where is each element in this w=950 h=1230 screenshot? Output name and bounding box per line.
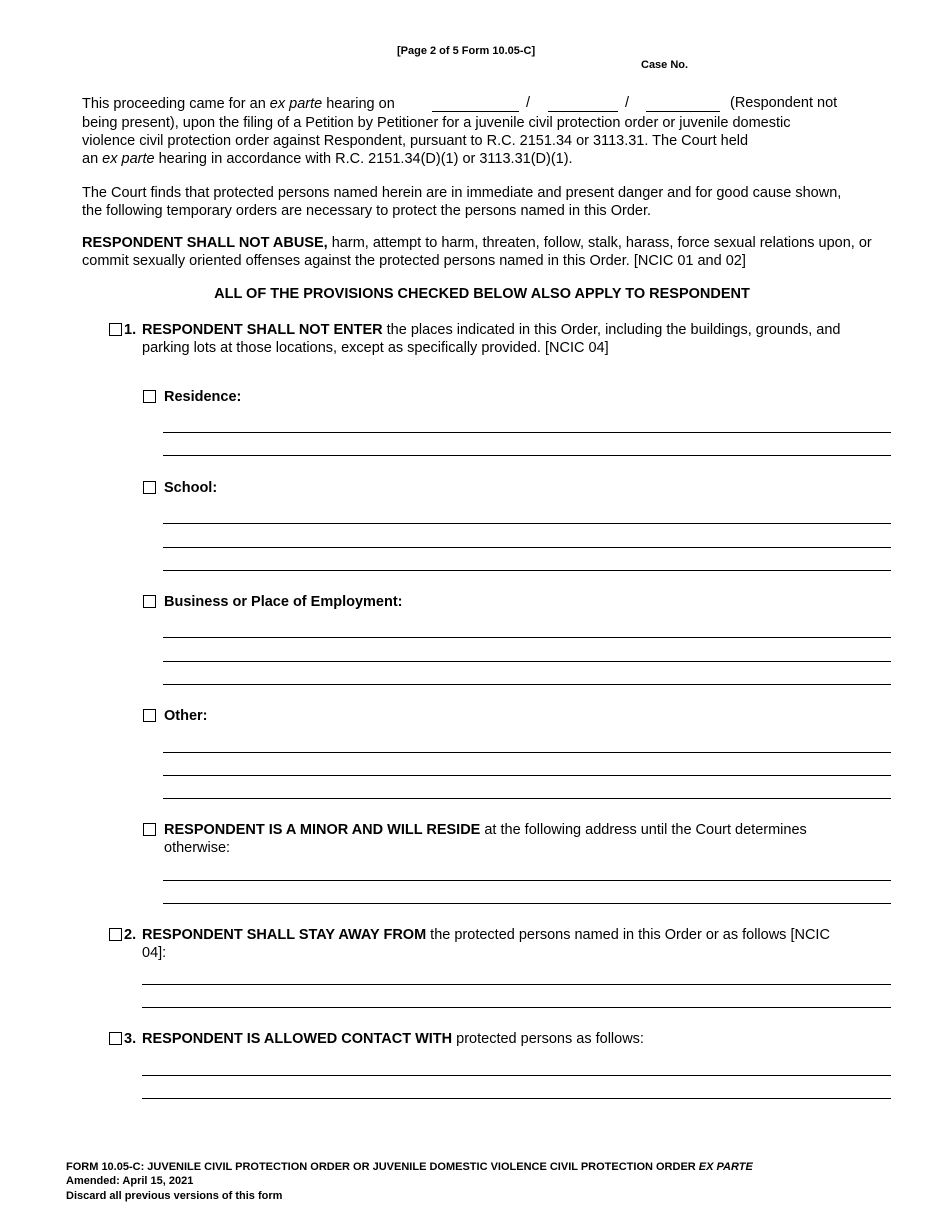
item-2-text <box>142 926 852 962</box>
intro-line-3: violence civil protection order against Respondent, pursuant to R.C. 2151.34 or 3113.31. The Court held <box>82 133 749 149</box>
date-separator: / <box>526 95 531 111</box>
minor-residence-description: at the following address until the Court determines otherwise: <box>164 822 807 856</box>
item-3-text <box>142 1030 644 1048</box>
hearing-year-field[interactable] <box>646 111 720 112</box>
footer-discard-note: Discard all previous versions of this form <box>66 1190 283 1202</box>
item-2-number: 2. <box>124 927 137 943</box>
other-line[interactable] <box>163 752 891 753</box>
intro-text: an <box>82 151 103 167</box>
footer-form-title-text: FORM 10.05-C: JUVENILE CIVIL PROTECTION ORDER OR JUVENILE DOMESTIC VIOLENCE CIVIL PROTECTION ORDER <box>66 1161 699 1173</box>
business-line[interactable] <box>163 637 891 638</box>
minor-residence-line[interactable] <box>163 903 891 904</box>
hearing-month-field[interactable] <box>432 111 519 112</box>
intro-text: hearing in accordance with R.C. 2151.34(D)(1) or 3113.31(D)(1). <box>154 151 573 167</box>
other-label: Other: <box>164 708 208 724</box>
case-number-label: Case No. <box>641 59 689 71</box>
other-line[interactable] <box>163 775 891 776</box>
school-line[interactable] <box>163 547 891 548</box>
other-line[interactable] <box>163 798 891 799</box>
abuse-heading: RESPONDENT SHALL NOT ABUSE, <box>82 235 328 251</box>
minor-residence-heading: RESPONDENT IS A MINOR AND WILL RESIDE <box>164 822 481 838</box>
item-2-heading: RESPONDENT SHALL STAY AWAY FROM <box>142 927 427 943</box>
item-2-description: the protected persons named in this Order or as follows [NCIC 04]: <box>142 927 830 961</box>
item-3-heading: RESPONDENT IS ALLOWED CONTACT WITH <box>142 1031 453 1047</box>
school-label: School: <box>164 480 218 496</box>
business-checkbox[interactable] <box>143 595 156 608</box>
residence-label: Residence: <box>164 389 242 405</box>
ex-parte-term: ex parte <box>269 96 323 112</box>
item-2-line[interactable] <box>142 984 891 985</box>
item-2-checkbox[interactable] <box>109 928 122 941</box>
item-1-number: 1. <box>124 322 137 338</box>
item-1-heading: RESPONDENT SHALL NOT ENTER <box>142 322 383 338</box>
provisions-title: ALL OF THE PROVISIONS CHECKED BELOW ALSO APPLY TO RESPONDENT <box>214 286 750 302</box>
business-label: Business or Place of Employment: <box>164 594 403 610</box>
other-checkbox[interactable] <box>143 709 156 722</box>
footer-form-title <box>66 1160 753 1175</box>
item-2-line[interactable] <box>142 1007 891 1008</box>
school-checkbox[interactable] <box>143 481 156 494</box>
intro-text: hearing on <box>322 96 395 112</box>
school-line[interactable] <box>163 570 891 571</box>
minor-residence-text <box>164 821 869 857</box>
findings-paragraph: The Court finds that protected persons named herein are in immediate and present danger and for good cause shown, the following temporary orders are necessary to protect the persons named in this Order. <box>82 185 842 219</box>
footer-ex-parte: EX PARTE <box>698 1161 753 1173</box>
intro-line-1 <box>82 95 395 113</box>
item-1-checkbox[interactable] <box>109 323 122 336</box>
business-line[interactable] <box>163 661 891 662</box>
minor-residence-checkbox[interactable] <box>143 823 156 836</box>
minor-residence-line[interactable] <box>163 880 891 881</box>
intro-line-2: being present), upon the filing of a Petition by Petitioner for a juvenile civil protection order or juvenile domestic <box>82 115 791 131</box>
item-3-checkbox[interactable] <box>109 1032 122 1045</box>
item-1-description: the places indicated in this Order, including the buildings, grounds, and parking lots at those locations, except as specifically provided. [NCIC 04] <box>142 322 841 356</box>
ex-parte-term: ex parte <box>102 151 155 167</box>
footer-amended: Amended: April 15, 2021 <box>66 1175 194 1187</box>
residence-line[interactable] <box>163 455 891 456</box>
hearing-day-field[interactable] <box>548 111 618 112</box>
item-3-description: protected persons as follows: <box>452 1031 644 1047</box>
residence-checkbox[interactable] <box>143 390 156 403</box>
intro-text: (Respondent not <box>730 95 838 111</box>
school-line[interactable] <box>163 523 891 524</box>
abuse-text: harm, attempt to harm, threaten, follow, stalk, harass, force sexual relations upon, or commit sexually oriented offenses against the protected persons named in this Order. [NCIC 01 and 02] <box>82 235 872 269</box>
item-1-text <box>142 321 877 357</box>
item-3-line[interactable] <box>142 1098 891 1099</box>
residence-line[interactable] <box>163 432 891 433</box>
intro-line-4 <box>82 150 882 168</box>
item-3-line[interactable] <box>142 1075 891 1076</box>
page-number-label: [Page 2 of 5 Form 10.05-C] <box>397 45 536 57</box>
item-3-number: 3. <box>124 1031 137 1047</box>
abuse-paragraph <box>82 234 882 270</box>
date-separator: / <box>625 95 630 111</box>
business-line[interactable] <box>163 684 891 685</box>
intro-text: This proceeding came for an <box>82 96 270 112</box>
